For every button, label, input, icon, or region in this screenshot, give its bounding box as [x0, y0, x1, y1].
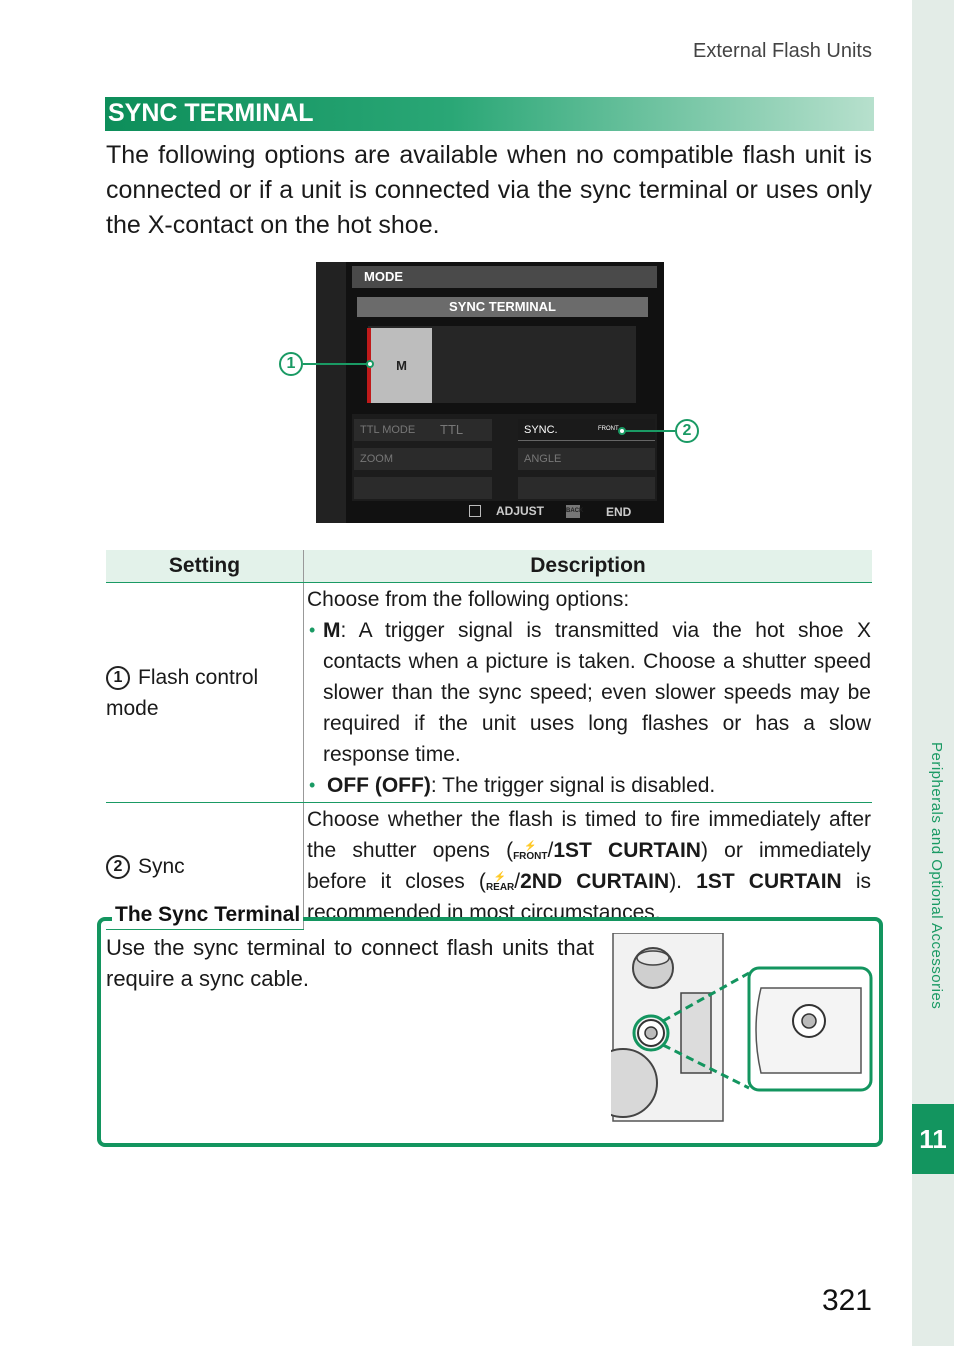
first-curtain-label: 1ST CURTAIN: [553, 839, 701, 863]
screen-end-label: END: [606, 505, 632, 519]
callout-leaders: [0, 0, 954, 600]
callout-1: 1: [279, 352, 303, 376]
bullet-icon: •: [309, 775, 316, 795]
table-row: [106, 583, 872, 803]
camera-grip: [681, 993, 711, 1073]
option-m-text: : A trigger signal is transmitted via the hot shoe X contacts when a picture is taken. Choose a shutter speed slower than the sync speed; even slower speeds may be required if the unit uses long flashes or has a slow response time.: [323, 619, 871, 766]
second-curtain-label: 2ND CURTAIN: [520, 870, 670, 894]
description-cell: Choose whether the flash is timed to fire immediately after the shutter opens ( ⚡ FRONT/1ST CURTAIN) or immediately before it closes ( ⚡ REAR/2ND CURTAIN). 1ST CURTAIN is recommended in most circumstances.: [307, 808, 872, 925]
sync-text-c: ).: [669, 870, 697, 894]
option-off-text: : The trigger signal is disabled.: [430, 774, 716, 797]
screen-mode-m-tile: M: [367, 328, 432, 403]
header-title: External Flash Units: [693, 40, 872, 62]
description-cell: [304, 583, 873, 803]
callout-1-dot: [367, 361, 373, 367]
first-curtain-label-2: 1ST CURTAIN: [696, 870, 842, 894]
note-text: Use the sync terminal to connect flash units that require a sync cable.: [106, 935, 594, 991]
intro-paragraph: The following options are available when no compatible flash unit is connected or if a unit is connected via the sync terminal or uses only the X-contact on the hot shoe.: [106, 141, 872, 239]
table-header-description: Description: [304, 550, 873, 583]
rear-curtain-icon: ⚡ REAR: [485, 871, 515, 893]
table-header-row: [106, 550, 872, 583]
settings-table: [106, 550, 872, 930]
page-number: 321: [821, 1284, 872, 1317]
screen-adjust-label: ADJUST: [496, 504, 545, 518]
front-curtain-icon: ⚡ FRONT: [513, 840, 548, 862]
screen-mode-header: MODE: [352, 266, 657, 288]
zoom-terminal-inner: [802, 1014, 816, 1028]
screen-ttl-mode-label: TTL MODE: [360, 424, 416, 436]
option-off: [307, 770, 871, 801]
chapter-number[interactable]: 11: [912, 1104, 954, 1174]
note-title: The Sync Terminal: [112, 903, 303, 927]
screen-zoom-cell: ZOOM: [354, 448, 492, 470]
screen-sync-terminal-title: SYNC TERMINAL: [357, 297, 648, 317]
setting-name: Flash control mode: [106, 665, 259, 720]
section-heading: SYNC TERMINAL: [108, 99, 314, 127]
sync-terminal-inner: [645, 1027, 657, 1039]
setting-cell-flash-control-mode: [106, 583, 304, 803]
description-intro: Choose from the following options:: [307, 588, 630, 611]
flash-off-icon: OFF: [327, 774, 369, 797]
screen-angle-cell: ANGLE: [518, 448, 655, 470]
sync-text-d: is recommended in most circumstances.: [307, 870, 872, 925]
setting-name: Sync: [138, 854, 185, 878]
screen-ttl-value: TTL: [440, 422, 464, 437]
option-off-label: (OFF): [374, 774, 431, 797]
screen-sync-value: FRONT: [598, 426, 619, 432]
back-icon: BACK: [566, 505, 580, 518]
table-header-setting: Setting: [106, 550, 304, 583]
chapter-label: Peripherals and Optional Accessories: [928, 742, 945, 1010]
option-m-label: M: [323, 619, 341, 642]
camera-sync-terminal-illustration: [611, 933, 875, 1123]
callout-2: 2: [675, 419, 699, 443]
sync-text-a: Choose whether the flash is timed to fire immediately after the shutter opens (: [307, 808, 871, 863]
camera-dial-top: [637, 951, 669, 965]
callout-2-dot: [619, 428, 625, 434]
row-number-1: 1: [106, 666, 130, 690]
option-m: [307, 615, 871, 770]
row-number-2: 2: [106, 855, 130, 879]
bullet-icon: •: [309, 620, 316, 640]
screen-sync-label: SYNC.: [524, 424, 558, 436]
sync-text-b: ) or immediately before it closes (: [307, 839, 871, 894]
